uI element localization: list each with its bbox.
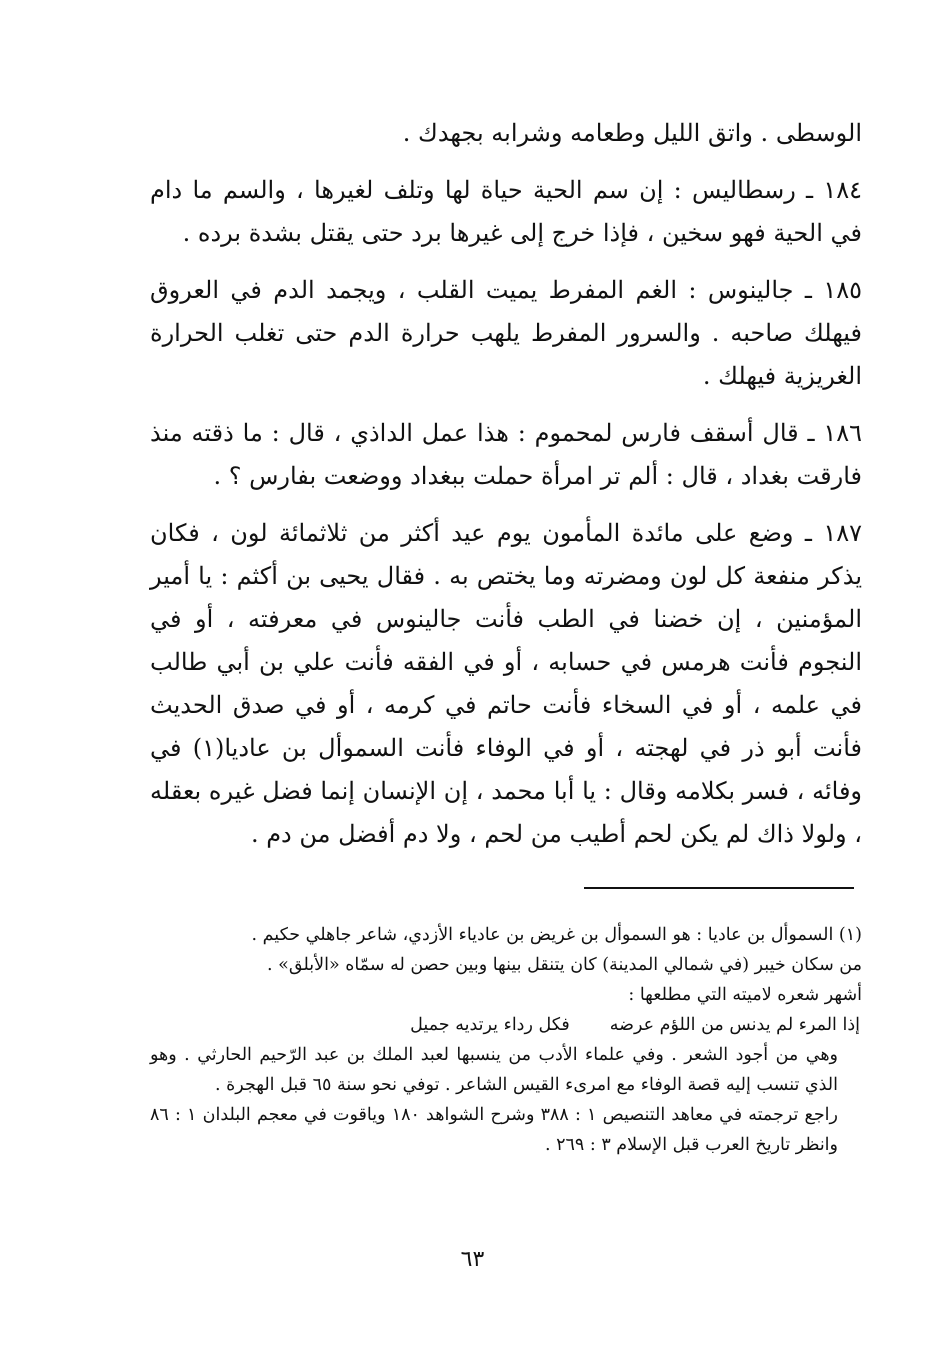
paragraph-187: ١٨٧ ـ وضع على مائدة المأمون يوم عيد أكثر من ثلاثمائة لون ، فكان يذكر منفعة كل لون ومضرته وما يختص به . فقال يحيى بن أكثم : يا أمير المؤمنين ، إن خضنا في الطب فأنت جالينوس في معرفته ، أو في النجوم فأنت هرمس في حسابه ، أو في الفقه فأنت علي بن أبي طالب في علمه ، أو في السخاء فأنت حاتم في كرمه ، أو في صدق الحديث فأنت أبو ذر في لهجته ، أو في الوفاء فأنت السموأل بن عاديا(١) في وفائه ، فسر بكلامه وقال : يا أبا محمد ، إن الإنسان إنما فضل غيره بعقله ، ولولا ذاك لم يكن لحم أطيب من لحم ، ولا دم أفضل من دم . xyxy=(150,519,862,848)
main-text-body xyxy=(150,112,862,870)
verse-second-hemistich: فكل رداء يرتديه جميل xyxy=(410,1015,570,1035)
paragraph-continuation: الوسطى . واتق الليل وطعامه وشرابه بجهدك . xyxy=(402,119,862,147)
footnote-line: أشهر شعره لاميته التي مطلعها : xyxy=(628,985,862,1005)
footnote-line: وهي من أجود الشعر . وفي علماء الأدب من ينسبها لعبد الملك بن عبد الرّحيم الحارثي . وهو الذي تنسب إليه قصة الوفاء مع امرىء القيس الشاعر . توفي نحو سنة ٦٥ قبل الهجرة . xyxy=(150,1045,838,1095)
footnote-line: (١) السموأل بن عاديا : هو السموأل بن غريض بن عادياء الأزدي، شاعر جاهلي حكيم . xyxy=(251,925,862,945)
paragraph-185: ١٨٥ ـ جالينوس : الغم المفرط يميت القلب ، ويجمد الدم في العروق فيهلك صاحبه . والسرور المفرط يلهب حرارة الدم حتى تغلب الحرارة الغريزية فيهلك . xyxy=(150,276,862,390)
footnote-verse xyxy=(150,1010,862,1040)
footnote-line: راجع ترجمته في معاهد التنصيص ١ : ٣٨٨ وشرح الشواهد ١٨٠ وياقوت في معجم البلدان ١ : ٨٦ وانظر تاريخ العرب قبل الإسلام ٣ : ٢٦٩ . xyxy=(150,1105,838,1155)
footnote-line: من سكان خيبر (في شمالي المدينة) كان يتنقل بينها وبين حصن له سمّاه «الأبلق» . xyxy=(267,955,862,975)
page-number: ٦٣ xyxy=(460,1247,485,1272)
verse-first-hemistich: إذا المرء لم يدنس من اللؤم عرضه xyxy=(609,1015,860,1035)
paragraph-184: ١٨٤ ـ رسطاليس : إن سم الحية حياة لها وتلف لغيرها ، والسم ما دام في الحية فهو سخين ، فإذا خرج إلى غيرها برد حتى يقتل بشدة برده . xyxy=(150,176,862,247)
footnotes xyxy=(150,920,862,1160)
footnote-separator xyxy=(584,887,854,889)
paragraph-186: ١٨٦ ـ قال أسقف فارس لمحموم : هذا عمل الداذي ، قال : ما ذقته منذ فارقت بغداد ، قال : ألم تر امرأة حملت ببغداد ووضعت بفارس ؟ . xyxy=(150,419,862,490)
